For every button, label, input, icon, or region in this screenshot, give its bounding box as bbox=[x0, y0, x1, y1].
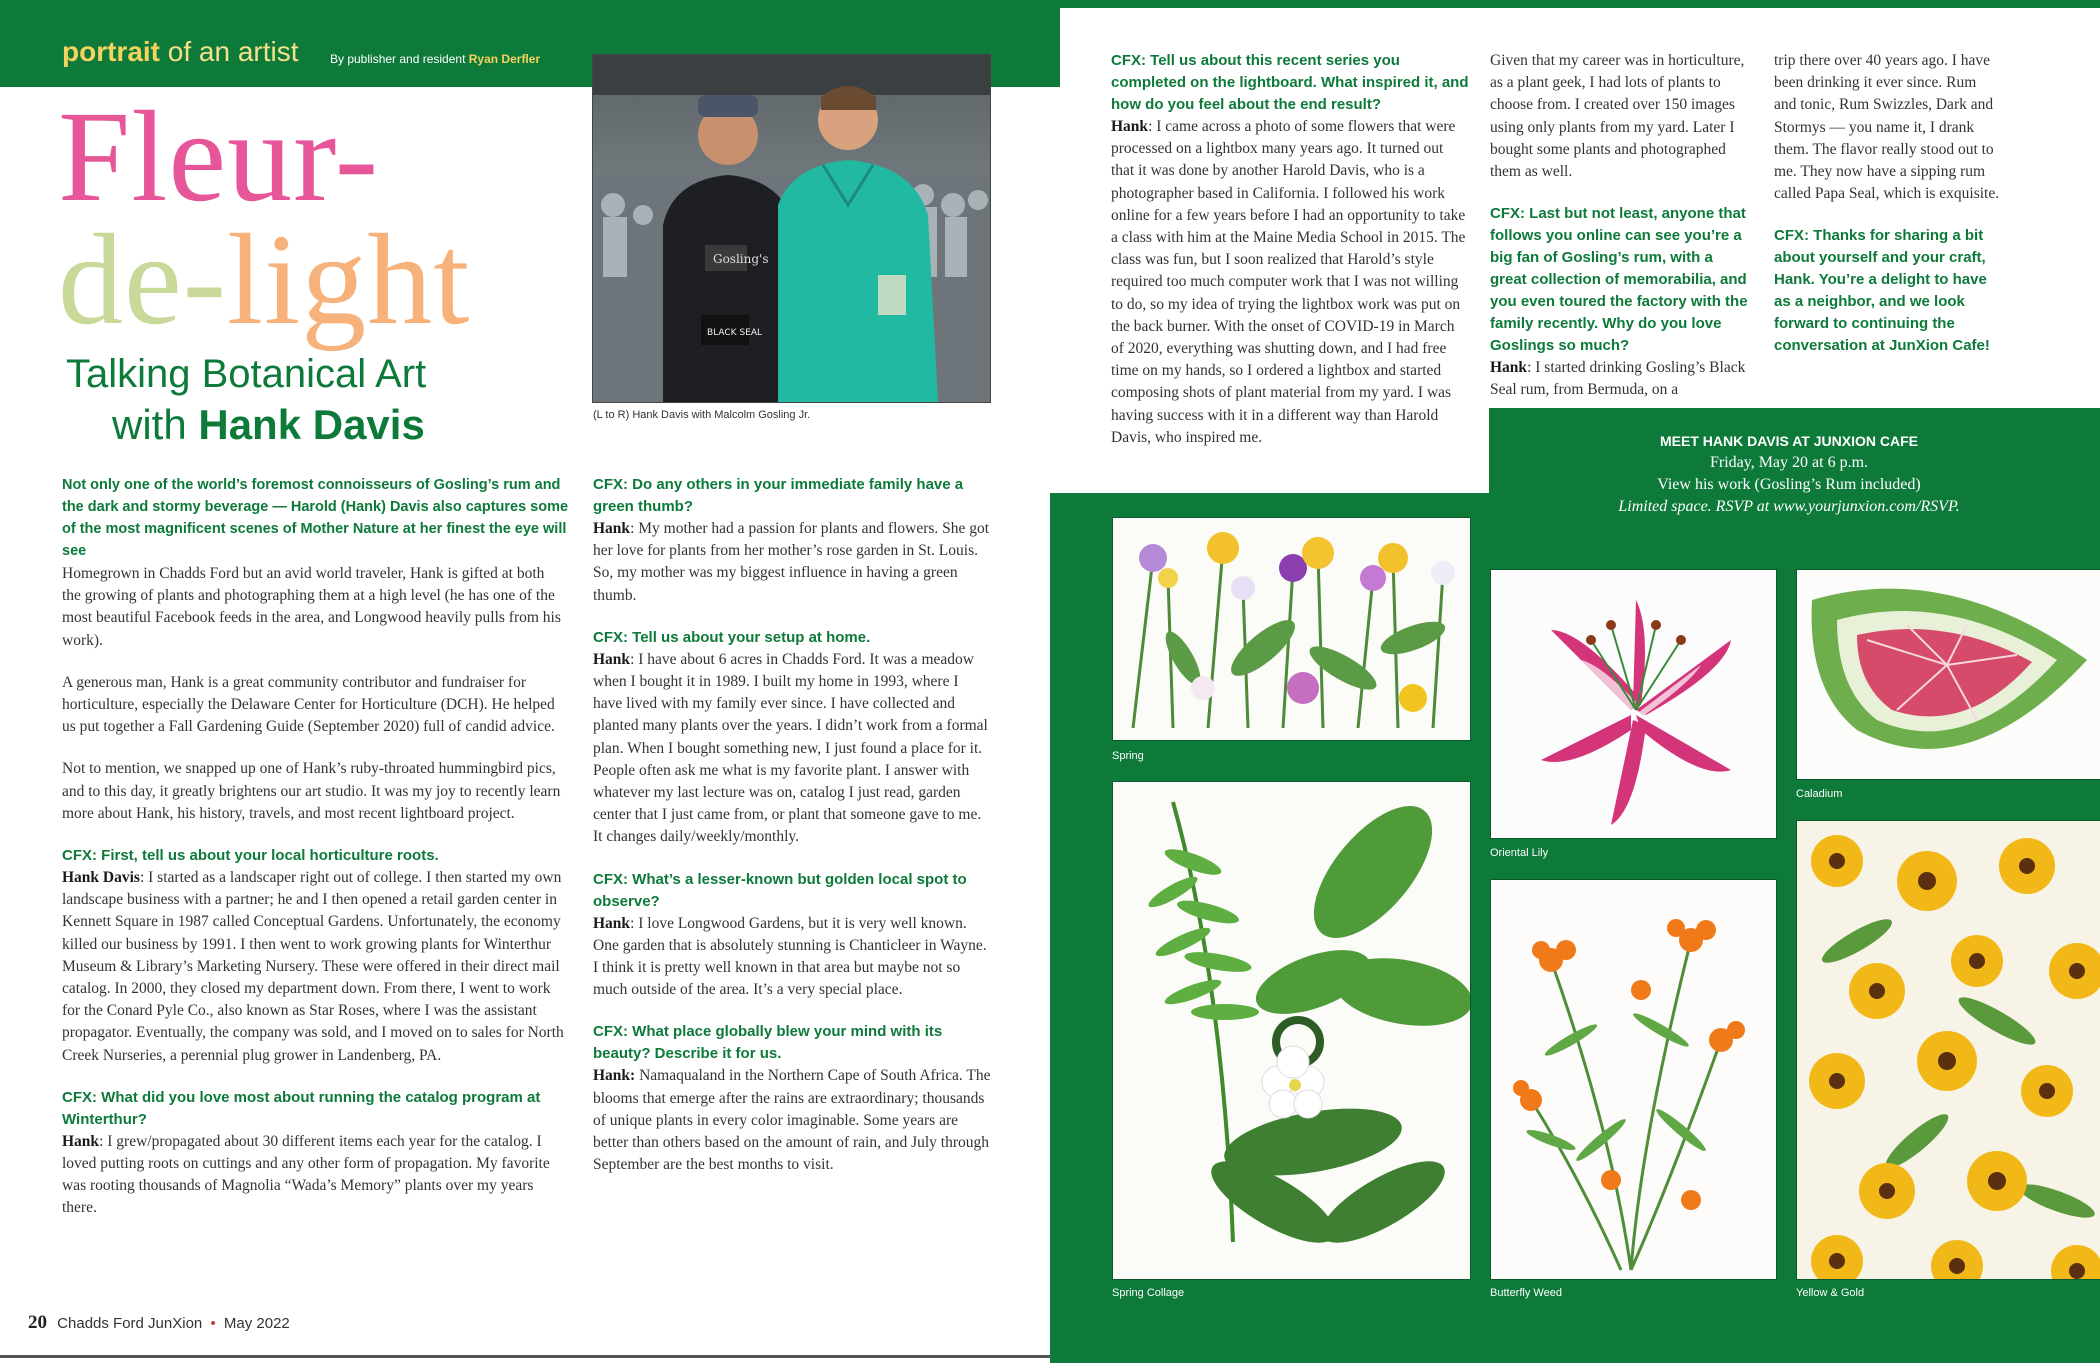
caption-butterfly-weed: Butterfly Weed bbox=[1490, 1287, 1562, 1299]
subtitle-line1: Talking Botanical Art bbox=[66, 352, 427, 396]
body-paragraph: A generous man, Hank is a great community contributor and fundraiser for horticulture, especially the Delaware Center for Horticulture (DCH). He helped us put together a Fall Gardening Guide (September 2020) full of candid advice. bbox=[62, 673, 555, 736]
issue-date: May 2022 bbox=[223, 1315, 290, 1332]
subtitle-name: Hank Davis bbox=[198, 401, 425, 448]
event-line2: View his work (Gosling’s Rum included) bbox=[1657, 476, 1921, 493]
event-date: Friday, May 20 at 6 p.m. bbox=[1709, 454, 1869, 471]
svg-text:BLACK SEAL: BLACK SEAL bbox=[707, 328, 763, 338]
section-label bbox=[62, 36, 299, 68]
photo-caption: (L to R) Hank Davis with Malcolm Gosling Jr. bbox=[593, 409, 811, 421]
answer bbox=[593, 913, 991, 1002]
answer-speaker: Hank bbox=[593, 914, 631, 932]
question: CFX: First, tell us about your local horticulture roots. bbox=[62, 847, 439, 865]
question: CFX: Last but not least, anyone that follows you online can see you’re a big fan of Gosling’s rum, with a great collection of memorabilia, and you even toured the factory with the family recently. Why do you love Goslings so much? bbox=[1490, 205, 1748, 355]
byline-prefix: By publisher and resident bbox=[330, 52, 469, 66]
question: CFX: What’s a lesser-known but golden local spot to observe? bbox=[593, 870, 967, 910]
event-box bbox=[1489, 430, 2089, 518]
body-paragraph: Not to mention, we snapped up one of Hank’s ruby-throated hummingbird pics, and to this day, it greatly brightens our art studio. It was my joy to recently learn more about Hank, his history, travels, and most recent lightboard project. bbox=[62, 760, 561, 822]
photo-caladium bbox=[1796, 569, 2100, 780]
answer-text: Namaqualand in the Northern Cape of South Africa. The blooms that emerge after the rains are extraordinary; thousands of unique plants in every color imaginable. Some years are better than others based on the amount of rain, and July through September are the best months to visit. bbox=[593, 1067, 991, 1174]
answer-speaker: Hank: bbox=[593, 1067, 636, 1085]
title-line2a: de- bbox=[58, 208, 227, 352]
answer bbox=[593, 518, 991, 607]
publication-name: Chadds Ford JunXion bbox=[57, 1315, 203, 1332]
body-paragraph: Homegrown in Chadds Ford but an avid world traveler, Hank is gifted at both the growing of plants and photographing them at a high level (he has one of the most beautiful Facebook feeds in the area, and Longwood heavily pulls from his work). bbox=[62, 565, 561, 649]
photo-yellow-gold bbox=[1796, 820, 2100, 1280]
answer bbox=[62, 1131, 567, 1220]
event-rsvp: Limited space. RSVP at www.yourjunxion.com/RSVP. bbox=[1618, 498, 1960, 515]
subtitle-with: with bbox=[112, 401, 199, 448]
answer-text: : I grew/propagated about 30 different items each year for the catalog. I loved putting roots on cuttings and any other form of propagation. My favorite was rooting thousands of Magnolia “Wada’s Memory” plants over my years there. bbox=[62, 1132, 550, 1217]
byline-name: Ryan Derfler bbox=[468, 52, 541, 66]
svg-text:Gosling's: Gosling's bbox=[713, 252, 769, 266]
right-top-strip bbox=[1050, 0, 2100, 8]
answer-speaker: Hank Davis bbox=[62, 869, 140, 887]
question: CFX: Do any others in your immediate family have a green thumb? bbox=[593, 476, 964, 515]
bottom-rule bbox=[0, 1355, 1050, 1358]
photo-spring bbox=[1112, 517, 1471, 741]
answer-text: : My mother had a passion for plants and flowers. She got her love for plants from her mother’s rose garden in St. Louis. So, my mother was my biggest influence in having a green thumb. bbox=[593, 520, 990, 604]
closing-note: CFX: Thanks for sharing a bit about yourself and your craft, Hank. You’re a delight to have as a neighbor, and we look forward to continuing the conversation at JunXion Cafe! bbox=[1774, 227, 1990, 355]
answer-speaker: Hank bbox=[62, 1132, 100, 1150]
answer bbox=[62, 867, 567, 1067]
column-3 bbox=[1111, 50, 1469, 469]
photo-oriental-lily bbox=[1490, 569, 1777, 839]
footer-bullet: • bbox=[210, 1315, 216, 1332]
answer-text: : I started drinking Gosling’s Black Seal rum, from Bermuda, on a bbox=[1490, 359, 1746, 399]
title-line2 bbox=[58, 208, 471, 352]
question: CFX: What place globally blew your mind with its beauty? Describe it for us. bbox=[593, 1023, 943, 1063]
answer bbox=[593, 1065, 991, 1176]
answer bbox=[1490, 357, 1752, 401]
caption-spring: Spring bbox=[1112, 750, 1144, 762]
column-4 bbox=[1490, 50, 1752, 422]
answer bbox=[1111, 116, 1469, 449]
question: CFX: What did you love most about running the catalog program at Winterthur? bbox=[62, 1088, 541, 1128]
body-paragraph: trip there over 40 years ago. I have been drinking it ever since. Rum and tonic, Rum Swizzles, Dark and Stormys — you name it, I drank them. The flavor really stood out to me. They now have a sipping rum called Papa Seal, which is exquisite. bbox=[1774, 52, 2000, 203]
answer-text: : I love Longwood Gardens, but it is very well known. One garden that is absolutely stunning is Chanticleer in Wayne. I think it is pretty well known in that area but maybe not so much outside of the area. It’s a very special place. bbox=[593, 914, 987, 999]
body-paragraph: Given that my career was in horticulture, as a plant geek, I had lots of plants to choose from. I created over 150 images using only plants from my yard. Later I bought some plants and photographed them as well. bbox=[1490, 52, 1745, 181]
caption-spring-collage: Spring Collage bbox=[1112, 1287, 1185, 1299]
caption-oriental-lily: Oriental Lily bbox=[1490, 847, 1549, 859]
title-line1 bbox=[58, 85, 380, 229]
answer-speaker: Hank bbox=[593, 520, 631, 537]
column-1 bbox=[62, 563, 567, 1240]
footer bbox=[28, 1312, 290, 1334]
answer-text: : I came across a photo of some flowers that were processed on a lightbox many years ago. It turned out that it was done by another Harold Davis, who is a photographer based in California. I followed his work online for a few years before I had an opportunity to take a class with him at the Maine Media School in 2015. The class was fun, but I soon realized that Harold’s style required too much computer work that I was not willing to do, so my idea of trying the lightbox work was put on the back burner. With the onset of COVID-19 in March of 2020, everything was shutting down, and I had free time on my hands, so I ordered a lightbox and started composing shots of plant material from my yard. I was having success with it in a different way than Harold Davis, who inspired me. bbox=[1111, 118, 1466, 446]
intro-deck: Not only one of the world’s foremost connoisseurs of Gosling’s rum and the dark and stormy beverage — Harold (Hank) Davis also captures some of the most magnificent scenes of Mother Nature at her finest the eye will see bbox=[62, 477, 569, 559]
answer-speaker: Hank bbox=[593, 650, 631, 668]
answer-speaker: Hank bbox=[1111, 118, 1149, 135]
section-label-bold: portrait bbox=[62, 36, 160, 67]
title-line1-text: Fleur- bbox=[58, 85, 380, 229]
caption-caladium: Caladium bbox=[1796, 788, 1843, 800]
column-2 bbox=[593, 474, 991, 1196]
photo-butterfly-weed bbox=[1490, 879, 1777, 1280]
answer bbox=[593, 649, 991, 849]
question: CFX: Tell us about your setup at home. bbox=[593, 628, 871, 646]
question: CFX: Tell us about this recent series you completed on the lightboard. What inspired it, and how do you feel about the end result? bbox=[1111, 52, 1469, 113]
answer-speaker: Hank bbox=[1490, 359, 1528, 377]
event-title: MEET HANK DAVIS AT JUNXION CAFE bbox=[1660, 433, 1918, 449]
section-label-rest: of an artist bbox=[160, 36, 299, 67]
page-number: 20 bbox=[28, 1312, 47, 1333]
photo-spring-collage bbox=[1112, 781, 1471, 1280]
byline bbox=[330, 52, 540, 66]
answer-text: : I started as a landscaper right out of college. I then started my own landscape business with a partner; he and I then opened a retail garden center in Kennett Square in 1987 called Conceptual Gardens. Unfortunately, the economy killed our business by 1991. I then went to work growing plants for Winterthur Museum & Library’s Marketing Nursery. These were offered in their direct mail catalog. In 2000, they closed my department down. From there, I went to work for the Conard Pyle Co., also known as Star Roses, where I was the assistant propagator. Eventually, the company was sold, and I moved on to sales for North Creek Nurseries, a perennial plug grower in Landenberg, PA. bbox=[62, 869, 564, 1064]
column-5 bbox=[1774, 50, 2000, 357]
caption-yellow-gold: Yellow & Gold bbox=[1796, 1287, 1865, 1299]
answer-text: : I have about 6 acres in Chadds Ford. It was a meadow when I bought it in 1989. I built my home in 1993, where I have lived with my family ever since. I have collected and planted many plants over the years. I didn’t work from a formal plan. When I bought something new, I just found a place for it. People often ask me what is my favorite plant. I answer with whatever my last lecture was on, catalog I just read, garden center that I just came from, or plant that someone gave to me. It changes daily/weekly/monthly. bbox=[593, 650, 988, 846]
title-line2b: light bbox=[227, 208, 471, 352]
portrait-photo bbox=[592, 54, 991, 403]
subtitle-line2 bbox=[112, 401, 425, 449]
